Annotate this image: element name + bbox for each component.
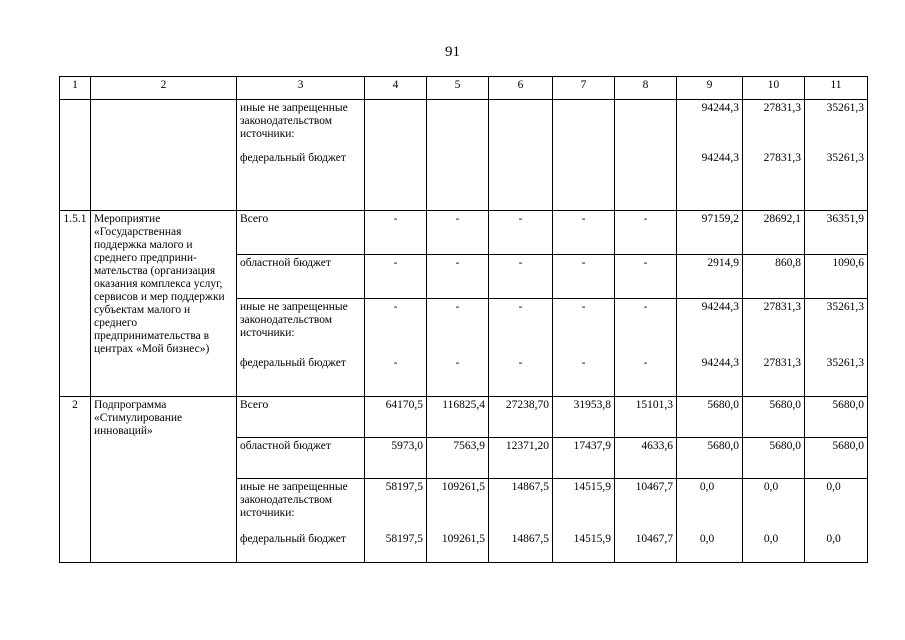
value-cell [365,479,427,563]
value: 94244,3 [701,102,739,114]
header-cell: 11 [805,77,868,100]
value: 94244,3 [701,357,739,369]
source-cell: Всего [237,397,365,438]
value-cell: 5680,0 [743,438,805,479]
value-cell: 28692,1 [743,211,805,255]
header-cell: 2 [91,77,237,100]
header-cell: 10 [743,77,805,100]
value-cell [805,299,868,397]
value: - [393,301,398,313]
value: 27831,3 [763,152,801,164]
value-cell [743,299,805,397]
value-cell: 7563,9 [427,438,489,479]
index-cell: 2 [60,397,91,563]
value: 14515,9 [573,481,611,493]
value-cell: 5680,0 [743,397,805,438]
source-cell [237,299,365,397]
value: 109261,5 [441,533,485,545]
value: 10467,7 [635,533,673,545]
value-cell [743,100,805,211]
value-cell: - [553,255,615,299]
source-label: федеральный бюджет [240,357,346,369]
header-cell: 4 [365,77,427,100]
value-cell: - [615,211,677,255]
page-number: 91 [445,44,460,60]
value-cell: 5680,0 [677,438,743,479]
value-cell: 1090,6 [805,255,868,299]
value-cell: 17437,9 [553,438,615,479]
value-cell [427,479,489,563]
value: 14867,5 [511,481,549,493]
value: - [455,357,460,369]
value-cell [553,299,615,397]
value-cell: - [489,255,553,299]
value-cell: 2914,9 [677,255,743,299]
source-cell: областной бюджет [237,438,365,479]
name-cell: Подпрограмма «Стимулирование инноваций» [91,397,237,563]
value-cell [489,299,553,397]
value: 27831,3 [763,102,801,114]
header-row [60,77,868,100]
value-cell: 860,8 [743,255,805,299]
value: 58197,5 [385,533,423,545]
source-label: иные не запрещенные законодательством источники: [240,301,348,339]
value: - [581,301,586,313]
value-cell: - [365,211,427,255]
value-cell [489,100,553,211]
value: 94244,3 [701,301,739,313]
value: 0,0 [699,533,715,545]
value: - [393,357,398,369]
value: 35261,3 [826,102,864,114]
value: 109261,5 [441,481,485,493]
value-cell: 5680,0 [677,397,743,438]
value: - [581,357,586,369]
subprogram-row-total [60,397,868,438]
value: 35261,3 [826,301,864,313]
value-cell: 97159,2 [677,211,743,255]
header-cell: 9 [677,77,743,100]
source-cell: Всего [237,211,365,255]
source-label: федеральный бюджет [240,533,346,545]
value-cell: - [553,211,615,255]
source-label: федеральный бюджет [240,152,346,164]
index-cell: 1.5.1 [60,211,91,397]
value: - [455,301,460,313]
value: - [643,301,648,313]
value-cell [615,100,677,211]
value: 0,0 [699,481,715,493]
value-cell: - [427,255,489,299]
value-cell: - [365,255,427,299]
value-cell: 31953,8 [553,397,615,438]
value-cell [677,100,743,211]
value-cell [489,479,553,563]
value: 0,0 [826,533,841,545]
header-cell: 5 [427,77,489,100]
value: 0,0 [826,481,841,493]
value: - [518,357,523,369]
header-cell: 7 [553,77,615,100]
value: 0,0 [763,533,779,545]
value-cell: 5680,0 [805,397,868,438]
source-label: иные не запрещенные законодательством источники: [240,481,348,519]
value: 10467,7 [635,481,673,493]
name-cell: Мероприятие «Государственная поддержка малого и среднего предприни-мательства (организация оказания комплекса услуг, сервисов и мер поддержки субъектам малого и среднего предпринимательства в центрах «Мой бизнес») [91,211,237,397]
value: - [518,301,523,313]
header-cell: 6 [489,77,553,100]
value-cell [553,100,615,211]
value-cell: - [615,255,677,299]
value-cell [805,100,868,211]
index-cell [60,100,91,211]
source-cell [237,100,365,211]
value-cell [805,479,868,563]
value-cell: 64170,5 [365,397,427,438]
value-cell [553,479,615,563]
value-cell: 116825,4 [427,397,489,438]
value-cell [615,479,677,563]
value-cell: 12371,20 [489,438,553,479]
value-cell [677,479,743,563]
value-cell [743,479,805,563]
value-cell [677,299,743,397]
source-cell [237,479,365,563]
value-cell: - [489,211,553,255]
value-cell: 4633,6 [615,438,677,479]
header-cell: 1 [60,77,91,100]
source-label: иные не запрещенные законодательством источники: [240,102,348,140]
value: 58197,5 [385,481,423,493]
value-cell [427,299,489,397]
value: 14867,5 [511,533,549,545]
value-cell: 5973,0 [365,438,427,479]
value-cell [365,299,427,397]
value-cell: 5680,0 [805,438,868,479]
value-cell: - [427,211,489,255]
value-cell: 15101,3 [615,397,677,438]
header-cell: 3 [237,77,365,100]
value: 0,0 [763,481,779,493]
value-cell [427,100,489,211]
value: 27831,3 [763,301,801,313]
value-cell: 36351,9 [805,211,868,255]
value: 94244,3 [701,152,739,164]
value-cell [365,100,427,211]
value: 35261,3 [826,152,864,164]
budget-table [59,76,868,563]
value: 35261,3 [826,357,864,369]
name-cell [91,100,237,211]
source-cell: областной бюджет [237,255,365,299]
value-cell [615,299,677,397]
value-cell: 27238,70 [489,397,553,438]
continuation-row [60,100,868,211]
header-cell: 8 [615,77,677,100]
value: 27831,3 [763,357,801,369]
value: - [643,357,648,369]
value: 14515,9 [573,533,611,545]
measure-row-total [60,211,868,255]
